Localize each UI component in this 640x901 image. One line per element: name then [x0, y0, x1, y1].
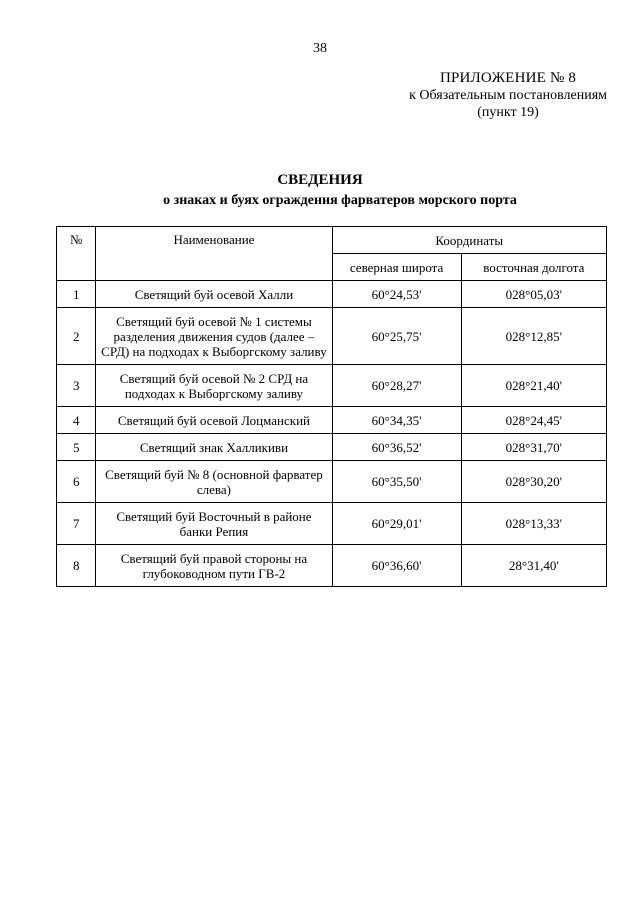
- header-number: №: [57, 227, 96, 281]
- row-number: 8: [57, 545, 96, 587]
- row-name: Светящий буй осевой № 1 системы разделения движения судов (далее – СРД) на подходах к Выборгскому заливу: [96, 308, 332, 365]
- row-number: 1: [57, 281, 96, 308]
- row-number: 3: [57, 365, 96, 407]
- table-row: [57, 407, 607, 434]
- header-longitude: восточная долгота: [461, 254, 606, 281]
- appendix-clause: (пункт 19): [477, 105, 539, 120]
- row-latitude: 60°25,75': [332, 308, 461, 365]
- row-longitude: 028°21,40': [461, 365, 606, 407]
- table-row: [57, 503, 607, 545]
- table-row: [57, 281, 607, 308]
- row-name: Светящий буй № 8 (основной фарватер слева): [96, 461, 332, 503]
- row-number: 7: [57, 503, 96, 545]
- buoys-table: [56, 226, 607, 587]
- row-longitude: 028°24,45': [461, 407, 606, 434]
- row-latitude: 60°34,35': [332, 407, 461, 434]
- document-subtitle: о знаках и буях ограждения фарватеров морского порта: [163, 193, 517, 208]
- row-latitude: 60°29,01': [332, 503, 461, 545]
- row-number: 6: [57, 461, 96, 503]
- row-longitude: 028°31,70': [461, 434, 606, 461]
- row-number: 4: [57, 407, 96, 434]
- table-row: [57, 434, 607, 461]
- appendix-header: [409, 70, 607, 121]
- table-row: [57, 308, 607, 365]
- table-row: [57, 545, 607, 587]
- appendix-reference: к Обязательным постановлениям: [409, 88, 607, 103]
- row-longitude: 28°31,40': [461, 545, 606, 587]
- row-name: Светящий буй осевой Халли: [96, 281, 332, 308]
- table-row: [57, 461, 607, 503]
- row-latitude: 60°35,50': [332, 461, 461, 503]
- appendix-title: ПРИЛОЖЕНИЕ № 8: [439, 70, 577, 86]
- row-latitude: 60°24,53': [332, 281, 461, 308]
- row-longitude: 028°13,33': [461, 503, 606, 545]
- row-latitude: 60°36,60': [332, 545, 461, 587]
- page-number: 38: [313, 41, 327, 56]
- row-longitude: 028°30,20': [461, 461, 606, 503]
- row-latitude: 60°28,27': [332, 365, 461, 407]
- header-latitude: северная широта: [332, 254, 461, 281]
- row-name: Светящий буй осевой № 2 СРД на подходах к Выборгскому заливу: [96, 365, 332, 407]
- row-longitude: 028°05,03': [461, 281, 606, 308]
- row-longitude: 028°12,85': [461, 308, 606, 365]
- row-name: Светящий буй осевой Лоцманский: [96, 407, 332, 434]
- table-row: [57, 365, 607, 407]
- row-latitude: 60°36,52': [332, 434, 461, 461]
- header-coordinates: Координаты: [332, 227, 606, 254]
- header-name: Наименование: [96, 227, 332, 281]
- row-name: Светящий буй Восточный в районе банки Репия: [96, 503, 332, 545]
- row-number: 2: [57, 308, 96, 365]
- row-name: Светящий знак Халликиви: [96, 434, 332, 461]
- document-title: СВЕДЕНИЯ: [277, 172, 363, 188]
- row-name: Светящий буй правой стороны на глубоководном пути ГВ-2: [96, 545, 332, 587]
- row-number: 5: [57, 434, 96, 461]
